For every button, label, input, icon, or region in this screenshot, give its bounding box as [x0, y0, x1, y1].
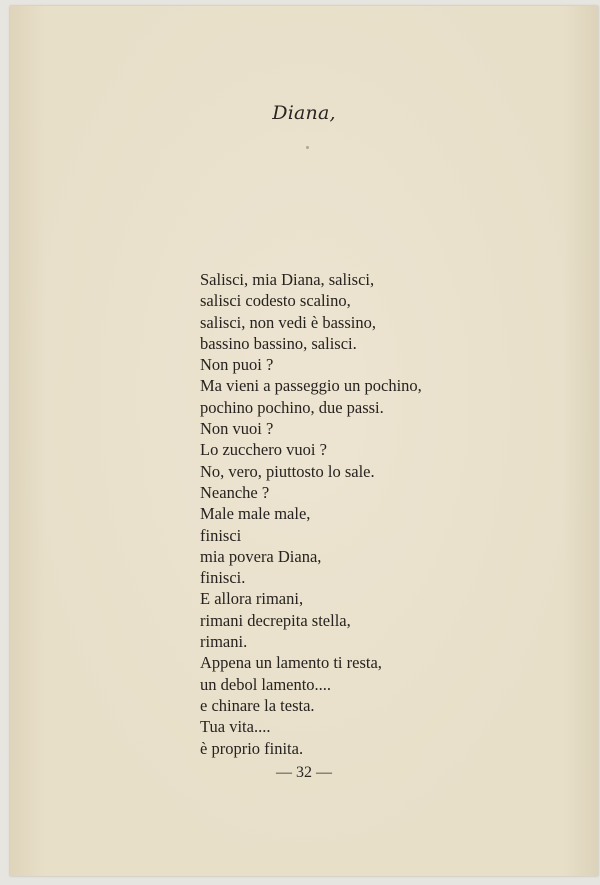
poem-line: finisci. [200, 568, 246, 588]
poem-line: Appena un lamento ti resta, [200, 653, 382, 673]
poem-line: Male male male, [200, 504, 311, 524]
poem-title: Diana, [272, 102, 336, 124]
poem-line: Salisci, mia Diana, salisci, [200, 270, 375, 289]
poem-line: Tua vita.... [200, 717, 271, 737]
poem-line: e chinare la testa. [200, 695, 315, 715]
poem-body [200, 269, 422, 759]
poem-line: un debol lamento.... [200, 674, 332, 694]
poem-line: pochino pochino, due passi. [200, 397, 384, 417]
book-page [10, 6, 598, 876]
poem-line: Lo zucchero vuoi ? [200, 440, 327, 460]
poem-line: Non puoi ? [200, 355, 274, 375]
poem-line: mia povera Diana, [200, 546, 322, 566]
page-number: — 32 — [276, 764, 332, 781]
poem-line: Ma vieni a passeggio un pochino, [200, 376, 422, 396]
poem-line: rimani decrepita stella, [200, 610, 351, 630]
poem-line: è proprio finita. [200, 738, 304, 758]
poem-line: No, vero, piuttosto lo sale. [200, 461, 375, 481]
poem-line: salisci, non vedi è bassino, [200, 312, 376, 332]
poem-line: rimani. [200, 632, 248, 652]
poem-line: Neanche ? [200, 482, 270, 502]
poem-line: Non vuoi ? [200, 419, 274, 439]
poem-line: bassino bassino, salisci. [200, 333, 357, 353]
paper-speck [306, 146, 309, 149]
poem-line: finisci [200, 525, 242, 545]
poem-line: E allora rimani, [200, 589, 304, 609]
poem-line: salisci codesto scalino, [200, 291, 351, 311]
